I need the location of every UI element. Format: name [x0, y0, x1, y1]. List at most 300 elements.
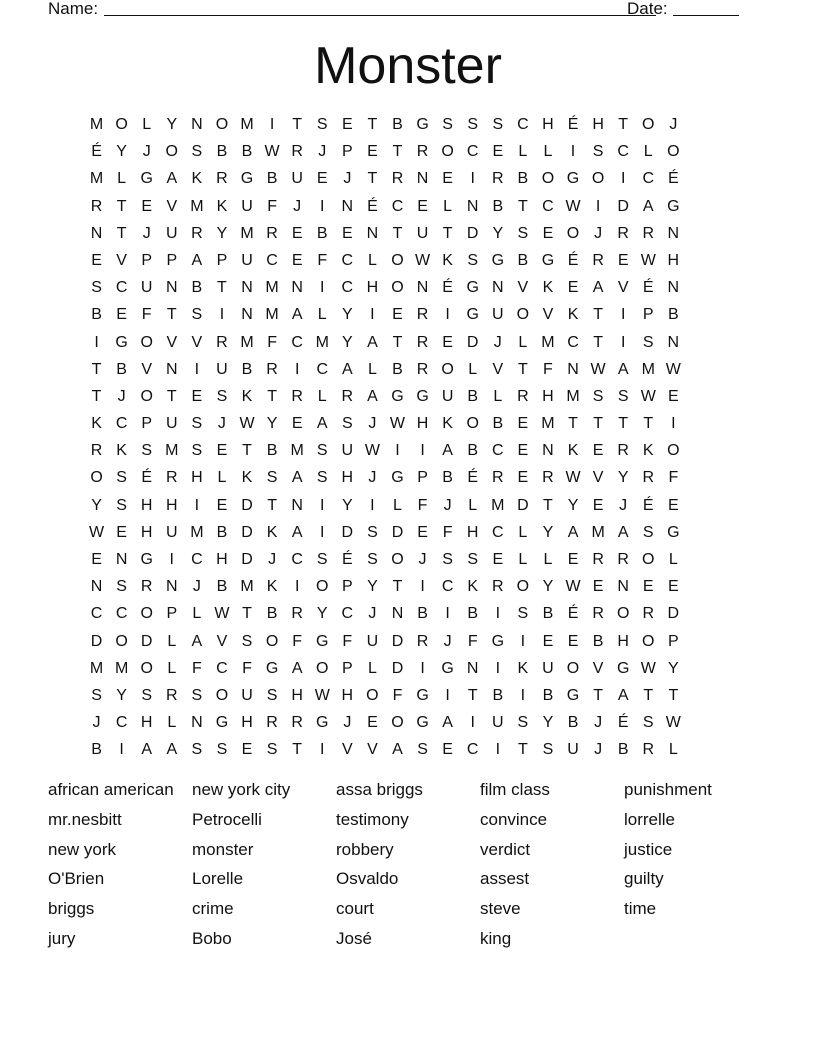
grid-letter: C	[115, 279, 128, 297]
grid-letter: V	[216, 632, 228, 650]
grid-letter	[711, 410, 736, 437]
grid-letter: M	[315, 333, 329, 351]
grid-letter: N	[617, 578, 629, 596]
grid-letter: O	[667, 143, 680, 161]
grid-letter: G	[140, 551, 153, 568]
grid-letter: K	[442, 415, 453, 433]
grid-letter: É	[642, 279, 654, 297]
grid-letter	[686, 709, 711, 736]
grid-letter: W	[665, 360, 681, 378]
grid-letter: U	[165, 224, 178, 242]
grid-letter: S	[367, 523, 378, 541]
grid-letter: R	[266, 714, 278, 732]
grid-letter	[686, 138, 711, 165]
grid-letter	[711, 709, 736, 736]
grid-letter: K	[91, 415, 102, 433]
word-bank-word: new york	[48, 839, 117, 859]
grid-letter: C	[341, 251, 354, 269]
grid-letter: E	[417, 197, 428, 215]
grid-letter: S	[467, 551, 479, 568]
word-bank-word: monster	[192, 839, 254, 859]
grid-letter: A	[341, 360, 353, 378]
grid-letter: D	[391, 632, 404, 650]
grid-letter: E	[592, 578, 604, 596]
grid-letter: P	[216, 251, 228, 269]
grid-letter: O	[591, 170, 605, 188]
grid-letter: L	[518, 143, 528, 161]
grid-letter	[711, 329, 736, 356]
grid-letter: B	[492, 686, 504, 704]
grid-letter: N	[366, 224, 379, 242]
word-bank-row	[48, 924, 768, 954]
grid-letter: F	[317, 251, 328, 269]
grid-letter: M	[491, 496, 505, 514]
grid-letter: É	[567, 116, 579, 133]
grid-letter: G	[466, 279, 479, 297]
grid-letter: I	[570, 143, 576, 161]
grid-letter: M	[541, 415, 555, 433]
grid-letter: U	[241, 686, 253, 704]
grid-letter: L	[543, 551, 553, 568]
grid-letter: T	[292, 741, 303, 759]
grid-letter: M	[566, 387, 580, 405]
grid-letter: V	[517, 279, 529, 297]
grid-row	[84, 492, 736, 519]
grid-letter: H	[366, 279, 379, 297]
grid-letter: É	[91, 143, 102, 161]
grid-letter: C	[492, 523, 504, 541]
word-bank-word: assest	[480, 869, 530, 889]
grid-letter: P	[341, 578, 353, 596]
grid-letter: C	[642, 170, 655, 188]
grid-letter: O	[391, 251, 404, 269]
grid-letter: O	[165, 143, 178, 161]
grid-letter: B	[91, 306, 102, 324]
grid-letter: K	[266, 523, 278, 541]
word-bank-word: lorrelle	[624, 809, 676, 829]
grid-letter: L	[443, 197, 453, 215]
grid-letter: B	[91, 741, 102, 759]
grid-letter: R	[216, 170, 228, 188]
word-bank-word: crime	[192, 899, 234, 919]
grid-letter: T	[166, 306, 177, 324]
grid-letter: P	[668, 632, 679, 650]
grid-letter: J	[117, 387, 126, 405]
grid-letter: N	[165, 360, 178, 378]
grid-letter: L	[167, 632, 177, 650]
grid-letter: T	[166, 387, 177, 405]
grid-letter: S	[116, 578, 127, 596]
grid-letter: T	[643, 415, 654, 433]
grid-letter: J	[619, 496, 628, 514]
grid-letter: T	[618, 415, 629, 433]
grid-letter: J	[368, 415, 377, 433]
name-label: Name:	[48, 0, 99, 18]
grid-letter: J	[92, 714, 101, 732]
grid-letter: B	[266, 442, 278, 460]
grid-letter: O	[566, 659, 580, 677]
grid-letter: D	[667, 605, 680, 623]
grid-letter: I	[671, 415, 676, 433]
grid-letter: U	[341, 442, 354, 460]
grid-letter: T	[517, 197, 528, 215]
grid-letter: T	[392, 578, 403, 596]
grid-letter: U	[241, 251, 253, 269]
grid-letter: S	[617, 387, 629, 405]
grid-letter: S	[316, 551, 328, 568]
grid-letter: T	[467, 686, 478, 704]
grid-letter: W	[239, 415, 255, 433]
grid-letter: M	[89, 116, 104, 133]
grid-letter: N	[291, 279, 303, 297]
grid-letter: N	[667, 279, 680, 297]
grid-letter: T	[242, 442, 252, 460]
grid-letter: I	[470, 714, 475, 732]
grid-letter: S	[367, 551, 378, 568]
grid-letter: R	[617, 442, 629, 460]
grid-letter: L	[393, 496, 402, 514]
grid-letter: D	[241, 551, 253, 568]
grid-letter: R	[165, 469, 178, 487]
grid-letter: M	[240, 224, 254, 242]
grid-letter: S	[191, 741, 203, 759]
grid-letter: R	[416, 632, 429, 650]
grid-letter: V	[367, 741, 378, 759]
grid-letter: O	[115, 116, 128, 133]
grid-letter: I	[470, 170, 475, 188]
grid-letter: S	[191, 686, 203, 704]
grid-letter: W	[665, 714, 681, 732]
grid-letter: R	[642, 605, 655, 623]
grid-letter: T	[392, 333, 403, 351]
grid-letter: I	[395, 442, 400, 460]
grid-letter: D	[241, 523, 253, 541]
grid-letter: F	[342, 632, 353, 650]
grid-letter: B	[617, 741, 629, 759]
grid-letter: G	[240, 170, 254, 188]
grid-letter: R	[592, 605, 604, 623]
grid-letter: O	[316, 659, 329, 677]
grid-letter: J	[142, 143, 151, 161]
grid-letter: L	[167, 659, 177, 677]
grid-letter: V	[617, 279, 629, 297]
grid-letter: N	[165, 578, 178, 596]
grid-letter: U	[140, 279, 153, 297]
word-bank-word: Bobo	[192, 928, 232, 948]
grid-letter: E	[241, 741, 253, 759]
grid-letter: S	[467, 116, 479, 133]
grid-letter	[686, 600, 711, 627]
grid-letter: C	[492, 442, 504, 460]
grid-letter: N	[542, 442, 554, 460]
grid-letter: U	[291, 170, 303, 188]
grid-letter	[711, 356, 736, 383]
grid-letter: K	[467, 578, 479, 596]
grid-letter	[686, 492, 711, 519]
grid-letter: J	[368, 605, 377, 623]
grid-letter: L	[367, 659, 377, 677]
grid-letter: G	[391, 387, 404, 405]
grid-letter: A	[166, 170, 178, 188]
word-bank-word	[624, 924, 768, 954]
grid-letter: R	[291, 143, 303, 161]
grid-letter: T	[91, 387, 102, 405]
grid-letter: B	[241, 143, 253, 161]
grid-letter: P	[642, 306, 654, 324]
grid-letter: O	[642, 116, 655, 133]
grid-letter: B	[316, 224, 328, 242]
grid-letter: M	[190, 523, 204, 541]
grid-letter: E	[316, 170, 328, 188]
grid-letter: B	[216, 143, 228, 161]
grid-letter: C	[567, 333, 579, 351]
grid-letter: T	[392, 143, 403, 161]
grid-letter: R	[617, 551, 629, 568]
grid-letter: U	[492, 306, 504, 324]
grid-letter: T	[91, 360, 102, 378]
grid-letter: É	[668, 170, 679, 188]
grid-letter: O	[441, 360, 454, 378]
grid-letter: T	[593, 415, 603, 433]
grid-letter: L	[543, 143, 553, 161]
grid-letter: N	[90, 578, 103, 596]
grid-letter: E	[567, 279, 579, 297]
grid-letter: R	[266, 360, 278, 378]
grid-letter: J	[594, 714, 603, 732]
grid-letter: B	[216, 578, 228, 596]
grid-letter: J	[594, 741, 603, 759]
name-blank-line	[104, 15, 656, 16]
grid-letter: I	[495, 741, 501, 759]
grid-letter: K	[191, 170, 203, 188]
grid-letter: S	[592, 387, 604, 405]
grid-letter: L	[493, 387, 503, 405]
grid-letter: O	[316, 578, 329, 596]
grid-letter: G	[265, 659, 279, 677]
grid-letter: T	[668, 686, 679, 704]
grid-letter: É	[642, 496, 654, 514]
grid-letter: I	[320, 279, 325, 297]
grid-letter: G	[566, 170, 580, 188]
grid-letter: E	[542, 224, 554, 242]
grid-letter: S	[216, 741, 228, 759]
grid-letter: A	[392, 741, 403, 759]
grid-letter: D	[391, 523, 404, 541]
grid-letter: W	[565, 197, 581, 215]
grid-letter: R	[416, 333, 429, 351]
grid-letter: C	[291, 333, 303, 351]
grid-letter: W	[565, 469, 581, 487]
grid-letter: M	[641, 360, 655, 378]
grid-letter: Y	[266, 415, 278, 433]
grid-letter	[711, 138, 736, 165]
grid-letter: L	[518, 551, 528, 568]
grid-letter: E	[116, 306, 127, 324]
grid-letter: O	[516, 578, 530, 596]
grid-letter: A	[592, 279, 604, 297]
grid-letter: R	[391, 170, 404, 188]
grid-row	[84, 628, 736, 655]
grid-letter: R	[416, 306, 429, 324]
grid-letter: O	[566, 224, 580, 242]
grid-letter: P	[166, 251, 178, 269]
grid-letter	[686, 193, 711, 220]
grid-letter: M	[89, 659, 104, 677]
grid-letter: Y	[166, 116, 178, 133]
grid-letter: V	[341, 741, 353, 759]
grid-row	[84, 356, 736, 383]
grid-letter: A	[567, 523, 579, 541]
grid-letter: G	[466, 306, 479, 324]
grid-letter: R	[266, 224, 278, 242]
grid-letter: J	[343, 170, 352, 188]
grid-letter: E	[216, 442, 228, 460]
grid-letter: I	[269, 116, 275, 133]
grid-letter: É	[141, 469, 153, 487]
grid-letter: A	[367, 333, 378, 351]
grid-letter: B	[467, 387, 479, 405]
grid-letter: I	[320, 496, 325, 514]
grid-letter: M	[190, 197, 204, 215]
grid-letter: D	[517, 496, 529, 514]
grid-letter: R	[291, 605, 303, 623]
grid-letter: F	[292, 632, 303, 650]
grid-letter: J	[594, 224, 603, 242]
grid-letter: O	[466, 415, 479, 433]
grid-letter: E	[542, 632, 554, 650]
grid-letter: H	[542, 116, 554, 133]
grid-letter: B	[467, 605, 479, 623]
grid-letter: C	[542, 197, 554, 215]
grid-letter: A	[442, 442, 453, 460]
grid-letter: O	[140, 333, 153, 351]
grid-letter: P	[166, 605, 178, 623]
grid-letter: S	[442, 116, 453, 133]
grid-letter: K	[442, 251, 453, 269]
grid-letter: A	[166, 741, 178, 759]
grid-letter: B	[542, 686, 554, 704]
grid-letter: H	[165, 496, 178, 514]
word-bank-word: verdict	[480, 839, 531, 859]
grid-letter: B	[542, 605, 554, 623]
grid-letter: S	[91, 279, 102, 297]
grid-letter	[711, 111, 736, 138]
grid-letter: H	[592, 116, 604, 133]
grid-letter: É	[617, 714, 629, 732]
grid-letter: U	[165, 523, 178, 541]
grid-letter: Y	[116, 143, 127, 161]
grid-letter: T	[267, 387, 277, 405]
grid-letter: V	[592, 469, 604, 487]
grid-letter: I	[94, 333, 99, 351]
grid-letter: E	[91, 251, 102, 269]
grid-letter: R	[341, 387, 354, 405]
grid-letter	[711, 220, 736, 247]
grid-letter	[686, 519, 711, 546]
grid-letter: E	[668, 578, 679, 596]
grid-letter: S	[642, 333, 654, 351]
grid-letter	[686, 247, 711, 274]
grid-letter: S	[642, 523, 654, 541]
grid-letter: U	[165, 415, 178, 433]
grid-letter: A	[291, 523, 303, 541]
grid-letter: G	[316, 714, 329, 732]
grid-letter: P	[141, 415, 153, 433]
grid-letter: E	[567, 632, 579, 650]
grid-letter	[711, 301, 736, 328]
grid-letter: S	[592, 143, 604, 161]
grid-letter: B	[492, 415, 504, 433]
word-bank-word: african american	[48, 780, 174, 799]
grid-letter: S	[341, 415, 353, 433]
grid-letter	[711, 736, 736, 763]
word-bank-word: jury	[48, 928, 76, 948]
grid-letter	[686, 655, 711, 682]
word-bank-row	[48, 835, 768, 865]
grid-letter: A	[291, 469, 303, 487]
grid-letter: I	[520, 632, 526, 650]
grid-letter: F	[267, 333, 277, 351]
grid-letter: I	[320, 197, 325, 215]
grid-letter: T	[517, 741, 528, 759]
grid-letter: C	[216, 659, 228, 677]
grid-letter: R	[416, 143, 429, 161]
grid-letter: N	[391, 605, 404, 623]
grid-letter: O	[541, 170, 555, 188]
grid-letter: R	[90, 197, 103, 215]
grid-letter: N	[291, 496, 303, 514]
grid-letter: K	[241, 469, 253, 487]
grid-letter: B	[191, 279, 203, 297]
grid-row	[84, 274, 736, 301]
grid-letter: P	[141, 251, 153, 269]
grid-letter	[686, 546, 711, 573]
grid-letter: F	[467, 632, 478, 650]
grid-letter: B	[492, 197, 504, 215]
grid-letter: G	[391, 469, 404, 487]
grid-letter: O	[115, 632, 128, 650]
grid-letter: O	[516, 306, 530, 324]
grid-letter: U	[416, 224, 429, 242]
grid-letter: S	[141, 442, 153, 460]
grid-letter: I	[520, 686, 526, 704]
grid-letter: E	[668, 496, 679, 514]
grid-letter: O	[391, 551, 404, 568]
grid-letter: I	[495, 659, 501, 677]
grid-letter: I	[219, 306, 225, 324]
grid-letter: P	[341, 659, 353, 677]
grid-letter: A	[291, 659, 303, 677]
grid-letter: S	[266, 741, 278, 759]
grid-letter: N	[241, 279, 253, 297]
grid-letter: I	[294, 578, 300, 596]
grid-letter: T	[217, 279, 227, 297]
grid-letter: E	[191, 387, 203, 405]
grid-row	[84, 410, 736, 437]
grid-letter: M	[240, 578, 254, 596]
grid-letter: W	[640, 251, 656, 269]
grid-letter: P	[417, 469, 428, 487]
grid-letter: U	[216, 360, 228, 378]
grid-letter: I	[320, 741, 325, 759]
grid-letter: B	[467, 442, 479, 460]
grid-letter: N	[492, 279, 504, 297]
word-bank-word: steve	[480, 899, 521, 919]
grid-letter: L	[117, 170, 127, 188]
grid-letter: O	[90, 469, 103, 487]
grid-letter: R	[492, 469, 504, 487]
grid-letter: F	[191, 659, 202, 677]
